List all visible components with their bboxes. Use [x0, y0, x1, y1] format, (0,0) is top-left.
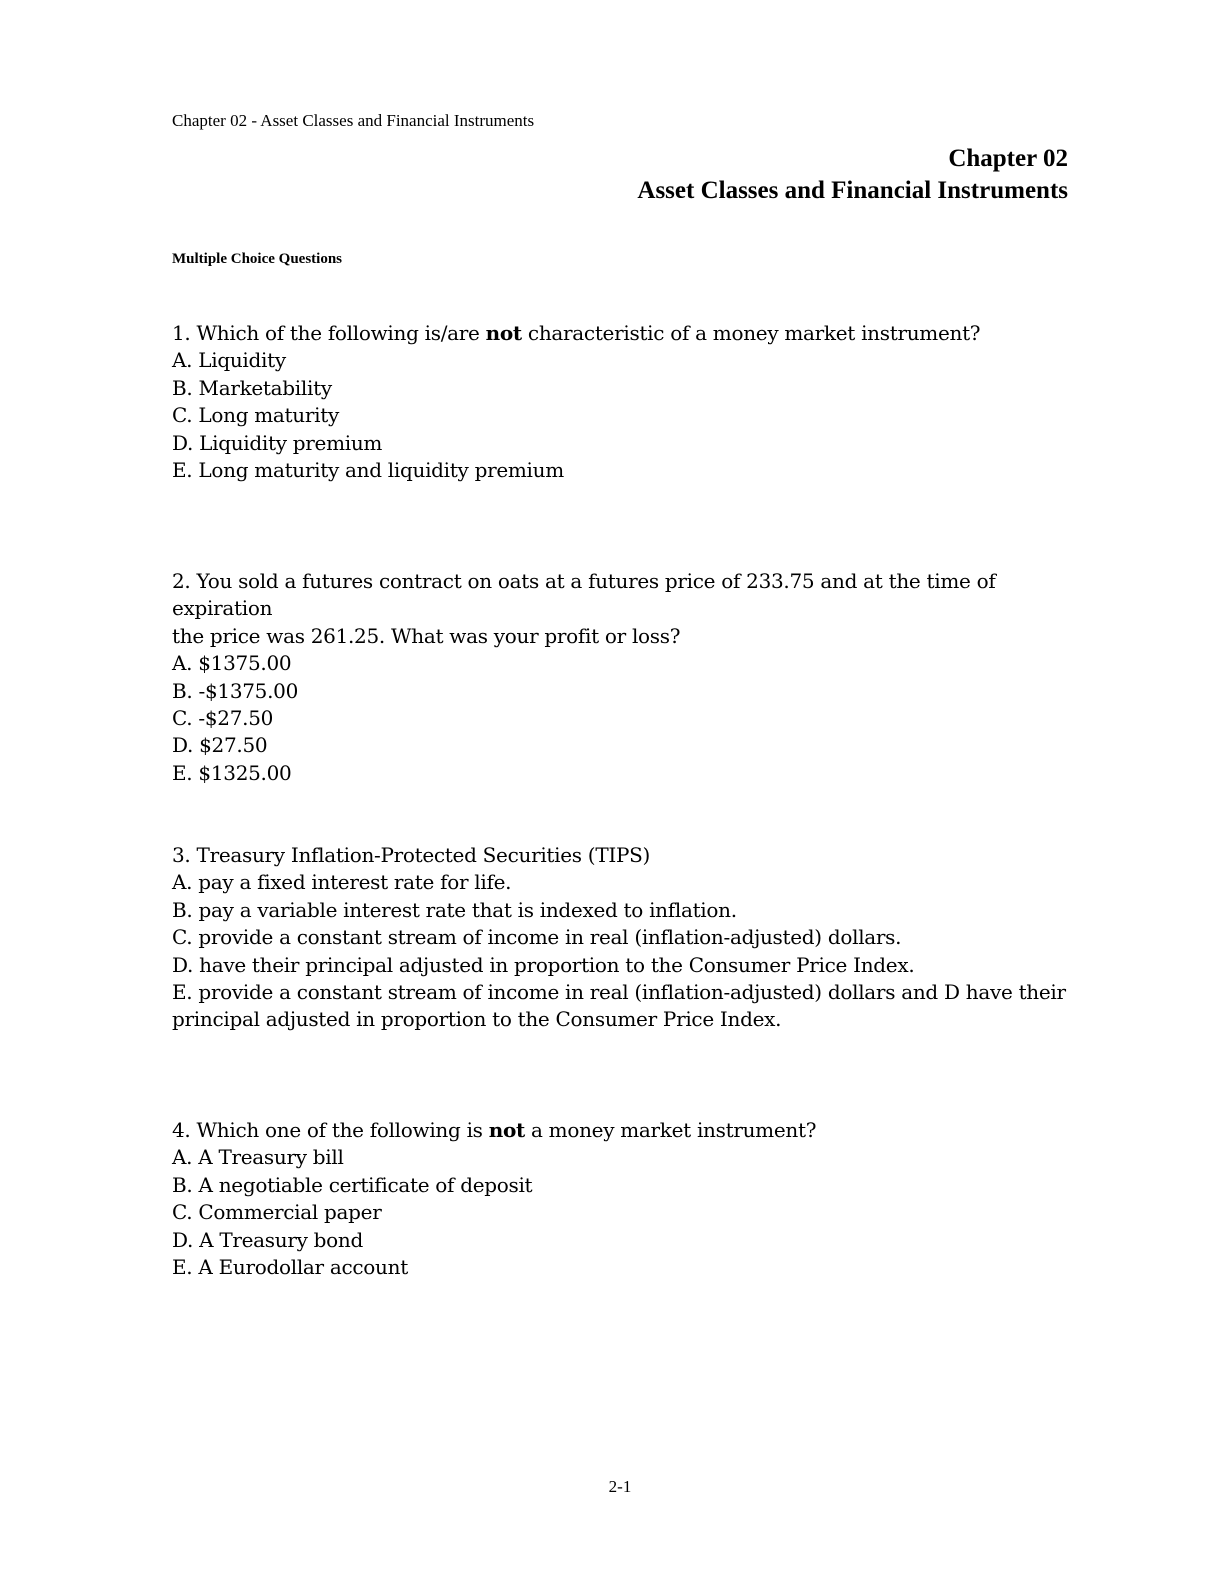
- chapter-number: Chapter 02: [948, 145, 1068, 172]
- chapter-title-block: [637, 143, 1068, 207]
- stem-text: 1. Which of the following is/are: [172, 321, 486, 345]
- answer-option: B. pay a variable interest rate that is indexed to inflation.: [172, 897, 737, 922]
- question-stem: [172, 1117, 1072, 1144]
- answer-option: C. -$27.50: [172, 706, 274, 731]
- answer-option: A. $1375.00: [172, 651, 292, 676]
- answer-option: B. A negotiable certificate of deposit: [172, 1172, 533, 1197]
- question-stem-continued: the price was 261.25. What was your profit or loss?: [172, 623, 681, 648]
- answer-option: D. have their principal adjusted in proportion to the Consumer Price Index.: [172, 952, 915, 977]
- question-stem: [172, 320, 1072, 347]
- answer-option: D. $27.50: [172, 733, 268, 758]
- stem-text: 4. Which one of the following is: [172, 1118, 489, 1142]
- answer-option: A. pay a fixed interest rate for life.: [172, 870, 512, 895]
- page-number: 2-1: [608, 1477, 632, 1496]
- answer-option: E. provide a constant stream of income in real (inflation-adjusted) dollars and D have their: [172, 980, 1066, 1005]
- answer-option: D. A Treasury bond: [172, 1227, 363, 1252]
- answer-option: C. Long maturity: [172, 403, 339, 428]
- question-1: [172, 320, 1072, 484]
- stem-text: characteristic of a money market instrument?: [521, 321, 981, 345]
- answer-option: A. Liquidity: [172, 348, 286, 373]
- answer-option: B. -$1375.00: [172, 678, 298, 703]
- answer-option: B. Marketability: [172, 375, 332, 400]
- stem-text: a money market instrument?: [524, 1118, 817, 1142]
- question-stem: 3. Treasury Inflation-Protected Securities (TIPS): [172, 843, 651, 867]
- stem-emphasis: not: [488, 1118, 525, 1142]
- answer-option: E. $1325.00: [172, 760, 292, 785]
- question-2: [172, 568, 1072, 787]
- question-4: [172, 1117, 1072, 1281]
- answer-option: D. Liquidity premium: [172, 430, 383, 455]
- answer-option: C. Commercial paper: [172, 1200, 382, 1225]
- chapter-subtitle: Asset Classes and Financial Instruments: [637, 177, 1068, 204]
- section-label: Multiple Choice Questions: [172, 251, 343, 267]
- answer-option: E. A Eurodollar account: [172, 1255, 408, 1280]
- answer-option: A. A Treasury bill: [172, 1145, 344, 1170]
- answer-option-continued: principal adjusted in proportion to the Consumer Price Index.: [172, 1007, 782, 1032]
- stem-emphasis: not: [485, 321, 522, 345]
- answer-option: E. Long maturity and liquidity premium: [172, 458, 564, 483]
- question-stem: 2. You sold a futures contract on oats at a futures price of 233.75 and at the time of expiration: [172, 569, 996, 621]
- answer-option: C. provide a constant stream of income in real (inflation-adjusted) dollars.: [172, 925, 902, 950]
- question-3: [172, 842, 1072, 1034]
- running-header: Chapter 02 - Asset Classes and Financial Instruments: [172, 111, 535, 130]
